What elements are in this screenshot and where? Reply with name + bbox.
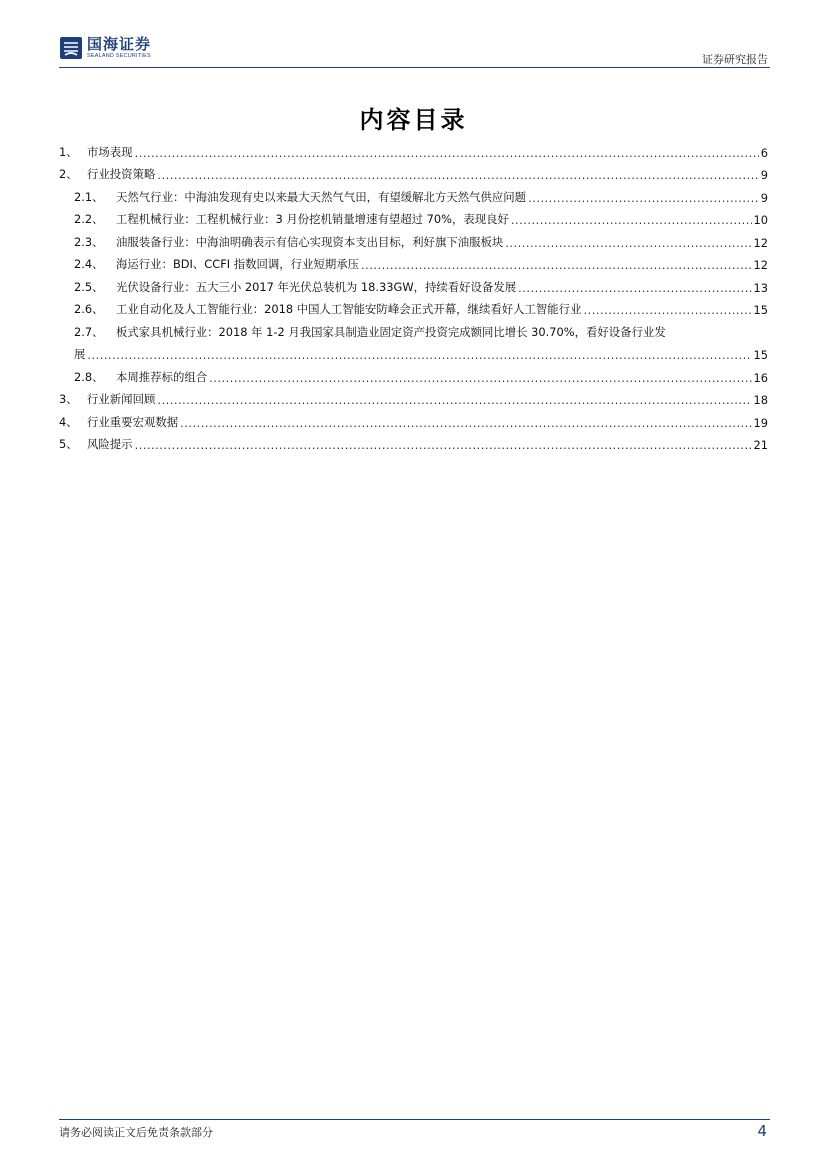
toc-entry-number: 2.2、 — [74, 212, 104, 226]
toc-entry-number: 2.3、 — [74, 234, 104, 249]
toc-entry-label: 油服装备行业：中海油明确表示有信心实现资本支出目标，利好旗下油服板块 — [116, 234, 504, 249]
toc-entry[interactable] — [59, 272, 768, 295]
toc-entry-number: 2.7、 — [74, 324, 104, 339]
toc-entry[interactable] — [59, 295, 768, 318]
header-divider — [59, 67, 770, 68]
toc-entry[interactable] — [59, 160, 768, 183]
toc-leader-dots — [511, 213, 752, 227]
toc-leader-dots — [528, 191, 759, 205]
toc-entry-page: 21 — [753, 438, 768, 452]
toc-entry-number: 1、 — [59, 144, 78, 159]
toc-entry-page: 10 — [753, 213, 768, 227]
table-of-contents — [59, 137, 768, 452]
toc-entry[interactable] — [59, 137, 768, 160]
toc-entry[interactable] — [59, 385, 768, 408]
toc-entry-page: 15 — [753, 303, 768, 317]
toc-leader-dots — [135, 146, 759, 160]
toc-entry[interactable] — [59, 317, 768, 362]
sealand-logo-icon — [59, 36, 83, 60]
page-number: 4 — [757, 1122, 767, 1140]
toc-entry-label: 海运行业：BDI、CCFI 指数回调，行业短期承压 — [116, 257, 360, 271]
toc-entry-label: 市场表现 — [87, 144, 133, 159]
toc-entry-number: 2.1、 — [74, 189, 104, 204]
toc-entry-page: 6 — [760, 145, 768, 160]
toc-leader-dots — [157, 393, 751, 407]
toc-leader-dots — [209, 371, 751, 385]
toc-entry-page: 18 — [753, 393, 768, 407]
toc-entry-label: 行业新闻回顾 — [87, 392, 156, 406]
toc-entry-label: 行业重要宏观数据 — [87, 414, 179, 429]
toc-leader-dots — [518, 281, 751, 295]
toc-entry-page: 12 — [753, 235, 768, 250]
toc-entry-label: 行业投资策略 — [87, 167, 156, 181]
toc-leader-dots — [87, 348, 751, 362]
toc-entry-number: 5、 — [59, 437, 78, 451]
company-logo — [59, 36, 151, 60]
toc-entry-number: 2.4、 — [74, 257, 104, 271]
toc-leader-dots — [180, 416, 751, 430]
toc-entry[interactable] — [59, 407, 768, 430]
footer-divider — [59, 1119, 770, 1120]
toc-entry-page: 15 — [753, 348, 768, 362]
toc-entry-label: 光伏设备行业：五大三小 2017 年光伏总装机为 18.33GW，持续看好设备发展 — [116, 279, 517, 294]
toc-entry-label-continued: 展 — [74, 347, 86, 361]
toc-leader-dots — [361, 258, 751, 272]
toc-entry-number: 2.5、 — [74, 279, 104, 294]
page-header — [59, 32, 770, 68]
toc-entry-label: 风险提示 — [87, 437, 133, 451]
toc-entry-page: 12 — [753, 258, 768, 272]
toc-entry-page: 13 — [753, 280, 768, 295]
toc-entry-number: 4、 — [59, 414, 78, 429]
toc-entry-page: 16 — [753, 370, 768, 385]
footer-disclaimer: 请务必阅读正文后免责条款部分 — [59, 1126, 213, 1139]
toc-entry[interactable] — [59, 205, 768, 228]
toc-leader-dots — [135, 438, 752, 452]
toc-entry-number: 2、 — [59, 167, 78, 181]
toc-leader-dots — [157, 168, 758, 182]
toc-entry-label: 天然气行业：中海油发现有史以来最大天然气气田，有望缓解北方天然气供应问题 — [116, 189, 527, 204]
logo-chinese-name: 国海证券 — [87, 34, 152, 53]
toc-entry-page: 9 — [760, 190, 768, 205]
toc-title: 内容目录 — [359, 106, 468, 134]
logo-english-name: SEALAND SECURITIES — [87, 52, 151, 59]
toc-leader-dots — [583, 303, 751, 317]
toc-entry-label: 本周推荐标的组合 — [116, 369, 208, 384]
toc-entry-number: 2.8、 — [74, 369, 104, 384]
toc-entry-label: 板式家具机械行业：2018 年 1-2 月我国家具制造业固定资产投资完成额同比增长 30.70%，看好设备行业发 — [116, 324, 666, 339]
toc-entry-label: 工业自动化及人工智能行业：2018 中国人工智能安防峰会正式开幕，继续看好人工智能行业 — [116, 302, 582, 316]
toc-entry[interactable] — [59, 362, 768, 385]
report-type: 证券研究报告 — [702, 53, 768, 66]
toc-entry[interactable] — [59, 182, 768, 205]
toc-entry-page: 9 — [760, 168, 768, 182]
toc-entry-number: 3、 — [59, 392, 78, 406]
toc-entry[interactable] — [59, 250, 768, 273]
toc-entry[interactable] — [59, 430, 768, 453]
toc-entry-label: 工程机械行业：工程机械行业：3 月份挖机销量增速有望超过 70%，表现良好 — [116, 212, 509, 226]
toc-entry-number: 2.6、 — [74, 302, 104, 316]
toc-entry-page: 19 — [753, 415, 768, 430]
toc-entry[interactable] — [59, 227, 768, 250]
toc-leader-dots — [505, 236, 751, 250]
